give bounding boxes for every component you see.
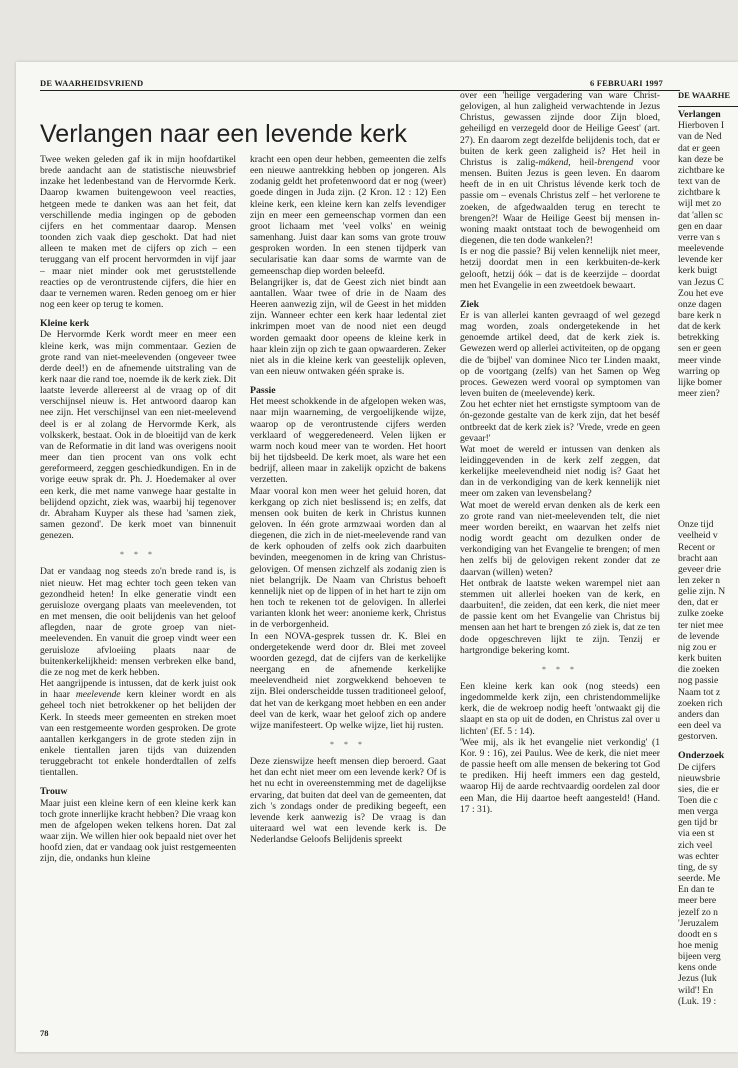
paragraph: Belangrijker is, dat de Geest zich niet bindt aan aantallen. Waar twee of drie in de Naam des Heeren aanwezig zijn, wil de Geest in het midden zijn. Wanneer echter een kerk haar ledental ziet inkrimpen moet van de nood niet een deugd worden gemaakt door opeens de kleine kerk in haar klein zijn op zich te gaan opwaarderen. Zeker niet als in die kleine kerk van geestelijk opleven, van een nieuw ontwaken géén sprake is.	[250, 276, 446, 377]
truncated-line: bijeen verg	[678, 951, 721, 963]
truncated-line: meelevende	[678, 243, 724, 255]
truncated-line: de levende	[678, 630, 720, 642]
paragraph: Maar juist een kleine kern of een kleine kerk kan toch grote innerlijke kracht hebben? Die vraag kon men de afgelopen weken telkens horen. Dat zal waar zijn. We willen hier ook bepaald niet over het hoofd zien, dat er vandaag ook juist restgemeenten zijn, die, ondanks hun kleine	[40, 797, 236, 865]
truncated-line: gen tijd br	[678, 817, 718, 829]
truncated-line: via een st	[678, 828, 715, 840]
truncated-lines	[678, 762, 738, 1007]
truncated-line: die zoeken	[678, 664, 720, 676]
issue-date: 6 FEBRUARI 1997	[590, 78, 663, 88]
truncated-line: meer zien?	[678, 388, 720, 400]
paragraph: In een NOVA-gesprek tussen dr. K. Blei en ondergetekende werd door dr. Blei met zoveel woorden gezegd, dat de cijfers van de kerkelijke neergang en de afnemende kerkelijke meelevendheid niet zorgwekkend behoeven te zijn. Blei onderscheidde tussen traditioneel geloof, dat het van de kerkgang moet hebben en een ander deel van de kerk, waar het geloof zich op andere wijze manifesteert. Op welke wijze, liet hij rusten.	[250, 630, 446, 731]
newspaper-page	[16, 62, 738, 1052]
truncated-line: hoe menig	[678, 940, 719, 951]
section-separator: * * *	[120, 550, 156, 560]
truncated-line: dat de kerk	[678, 321, 721, 333]
article-title: Verlangen naar een levende kerk	[40, 120, 407, 148]
subheading-trouw: Trouw	[40, 786, 68, 798]
subheading-onderzoek: Onderzoek	[678, 750, 725, 762]
truncated-line: gestorven.	[678, 731, 718, 743]
paragraph: Het aangrijpende is intussen, dat de kerk juist ook in haar meelevende kern kleiner wordt en als geheel toch niet betrokkener op het belijden der Kerk. In steeds meer gemeenten en streken moet van een restgemeente worden gesproken. De grote aantallen kerkgangers in de grote steden zijn in enkele tientallen jaren tijds van duizenden teruggebracht tot enkele honderdtallen of zelfs tientallen.	[40, 678, 236, 779]
truncated-line: sen er geen	[678, 343, 722, 355]
section-separator: * * *	[330, 739, 366, 749]
truncated-line: den, dat er	[678, 597, 719, 609]
subheading-kleine-kerk: Kleine kerk	[40, 318, 90, 330]
truncated-line: warring op	[678, 365, 720, 377]
truncated-line: van de Ned	[678, 131, 722, 143]
header-rule	[678, 106, 738, 107]
truncated-line: zichtbare k	[678, 187, 721, 199]
truncated-line: kan deze be	[678, 153, 724, 165]
truncated-line: bracht aan	[678, 552, 718, 564]
truncated-line: onze dagen	[678, 298, 722, 310]
paragraph: Een kleine kerk kan ook (nog steeds) een ingedommelde kerk zijn, een christendommelijke kerk, die de wekroep nodig heeft 'ontwaakt gij die slaapt en sta op uit de doden, en Christus zal over u lichten' (Ef. 5 : 14).	[460, 680, 660, 737]
truncated-line: len zeker n	[678, 575, 721, 586]
subheading-passie: Passie	[250, 385, 276, 397]
truncated-line: van Jezus C	[678, 276, 724, 288]
truncated-line: zoeken rich	[678, 697, 723, 709]
truncated-line: text van de	[678, 176, 721, 188]
truncated-line: meer vinde	[678, 354, 721, 366]
truncated-line: lijke bomer	[678, 376, 722, 388]
truncated-line: doodt en s	[678, 928, 718, 940]
truncated-line: (Luk. 19 :	[678, 995, 717, 1007]
emphasis: brengend	[597, 156, 634, 168]
subheading-verlangen: Verlangen	[678, 109, 721, 121]
paragraph: De Hervormde Kerk wordt meer en meer een kleine kerk, was mijn commentaar. Gezien de grote rand van niet-meelevenden (ongeveer twee derde deel!) en de afnemende uitstraling van de kerk naar die rand toe, noemde ik de kerk ziek. Dit laatste leverde allereerst al de vraag op of dit verschijnsel nieuw is. Het antwoord daarop kan nee zijn. Het verschijnsel van een niet-meelevend deel is er al zolang de Hervormde Kerk, als volkskerk, bestaat. Ook in de bloeitijd van de kerk van de Reformatie in dit land was overigens nooit meer dan tien procent van ons volk echt gereformeerd, zeggen geschiedkundigen. En in de vorige eeuw sprak dr. Ph. J. Hoedemaker al over een kerk, die met name vanwege haar gestalte in belijdend opzicht, ziek was, waarbij hij tegenover dr. Abraham Kuyper als these had 'samen ziek, samen gezond'. De kerk moet van binnenuit genezen.	[40, 329, 236, 542]
column-3	[460, 90, 660, 1020]
truncated-line: Hierboven I	[678, 120, 725, 132]
truncated-lines	[678, 519, 738, 742]
paragraph: 'Wee mij, als ik het evangelie niet verkondig' (1 Kor. 9 : 16), zei Paulus. Wee de kerk, die niet meer de passie heeft om alle mensen de bekering tot God te prediken. Hij heeft immers een dag gesteld, waarop Hij de aarde rechtvaardig oordelen zal door een Man, die Hij daartoe heeft aangesteld! (Hand. 17 : 31).	[460, 736, 660, 815]
paragraph: Wat moet de wereld er intussen van denken als leidinggevenden in de kerk zelf zeggen, dat kerkelijke meelevendheid niet nodig is? Gaat het dan in de verkondiging van de kerk kennelijk niet meer om zaken van levensbelang?	[460, 443, 660, 500]
truncated-line: kens onde	[678, 962, 717, 974]
truncated-line: zulke zoeke	[678, 608, 724, 620]
paragraph: Er is van allerlei kanten gevraagd of wel gezegd mag worden, zoals ondergetekende in het genoemde artikel deed, dat de kerk ziek is. Gewezen werd op allerlei activiteiten, op de opgang die de 'bijbel' van dominee Nico ter Linden maakt, op de voortgang (zelfs) van het Samen op Weg proces. Gewezen werd vooral op symptomen van leven buiten de (meelevende) kerk.	[460, 309, 660, 400]
truncated-line: ter niet mee	[678, 619, 724, 631]
truncated-line: nog passie	[678, 675, 719, 687]
paragraph: Maar vooral kon men weer het geluid horen, dat kerkgang op zich niet beslissend is; en zelfs, dat mensen ook buiten de kerk in Christus kunnen geloven. In één grote armzwaai worden dan al diegenen, die zich in de niet-meelevende rand van de kerk ophouden of zelfs ook zich daarbuiten bevinden, meegenomen in de kring van Christus-gelovigen. Of mensen zichzelf als zodanig zien is niet belangrijk. De Naam van Christus behoeft kennelijk niet op de lippen of in het hart te zijn om hen toch te rekenen tot de gelovigen. In allerlei varianten klonk het weer: anonieme kerk, Christus in de verborgenheid.	[250, 485, 446, 631]
truncated-line: Zou het eve	[678, 287, 724, 299]
publication-header: DE WAARHEIDSVRIEND	[40, 78, 144, 88]
truncated-line: zichtbare ke	[678, 164, 725, 176]
truncated-line: gelie zijn. N	[678, 586, 726, 598]
truncated-line: Onze tijd	[678, 519, 714, 531]
truncated-line: seerde. Me	[678, 873, 721, 885]
paragraph: Wat moet de wereld ervan denken als de kerk een zo grote rand van niet-meelevenden telt, die niet meer worden bereikt, en waarvan het zelfs niet nodig wordt geacht om dezulken onder de verkondiging van het Evangelie te brengen; of men hen zelfs bij de gelovigen rekent zonder dat ze daarvan (willen) weten?	[460, 499, 660, 578]
page-number: 78	[40, 1028, 49, 1038]
paragraph: Deze zienswijze heeft mensen diep beroerd. Gaat het dan echt niet meer om een levende kerk? Of is het nu echt in overeenstemming met de dagelijkse ervaring, dat buiten dat deel van de gemeenten, dat zich 's zondags onder de prediking begeeft, een levende kerk aanwezig is? De vraag is dan uiteraard wel wat een levende kerk is. De Nederlandse Geloofs Belijdenis spreekt	[250, 756, 446, 846]
column-2	[250, 154, 446, 1024]
truncated-line: bare kerk n	[678, 309, 722, 321]
next-page-header: DE WAARHE	[678, 90, 731, 100]
paragraph: Zou het echter niet het ernstigste symptoom van de ón-gezonde gestalte van de kerk zijn, dat het beséf ontbreekt dat de kerk ziek is? 'Vrede, vrede en geen gevaar!'	[460, 399, 660, 444]
truncated-line: sies, die er	[678, 783, 719, 795]
truncated-line: ting, de sy	[678, 861, 718, 873]
truncated-line: was echter	[678, 850, 719, 862]
truncated-line: zich veel	[678, 839, 713, 851]
truncated-line: Jezus (luk	[678, 973, 717, 985]
truncated-line: Naam tot z	[678, 686, 721, 698]
truncated-line: 'Jeruzalem	[678, 917, 719, 929]
truncated-line: nieuwsbrie	[678, 772, 721, 784]
intro-paragraph: Twee weken geleden gaf ik in mijn hoofdartikel brede aandacht aan de statistische nieuwsbrief inzake het ledenbestand van de Hervormde Kerk. Daarop kwamen buitengewoon veel reacties, hetgeen mede te danken was aan het feit, dat verschillende media ingingen op de geboden cijfers en het commentaar daarop. Mensen toonden zich vaak diep geschokt. Dat had niet alleen te maken met de cijfers op zich – een teruggang van elf procent hervormden in vijf jaar – maar niet minder ook met geruststellende reacties op de verontrustende cijfers, die hier en daar te vernemen waren. Reden genoeg om er hier nog een keer op terug te komen.	[40, 154, 236, 311]
paragraph: Het meest schokkende in de afgelopen weken was, naar mijn waarneming, de vergoelijkende wijze, waarop op de verontrustende cijfers werden verklaard of weggeredeneerd. Velen lijken er warm noch koud meer van te worden. Het hoort bij het tijdsbeeld. De kerk moet, als ware het een bedrijf, alleen maar in zakelijk opzicht de bakens verzetten.	[250, 396, 446, 486]
truncated-line: De cijfers	[678, 761, 716, 773]
truncated-line: levende ker	[678, 254, 723, 266]
truncated-line: geveer drie	[678, 563, 721, 575]
truncated-line: dat er geen	[678, 142, 721, 154]
truncated-line: kerk buigt	[678, 265, 718, 277]
truncated-line: En dan te	[678, 884, 715, 896]
paragraph: kracht een open deur hebben, gemeenten die zelfs een nieuwe aantrekking hebben op jongeren. Als zodanig geldt het profetenwoord dat er nog (weer) goede dingen in Juda zijn. (2 Kron. 12 : 12) Een kleine kerk, een kleine kern kan zelfs levendiger zijn en meer een gemeenschap vormen dan een groot lichaam met 'veel volks' en weinig samenhang. Juist daar kan soms van grote trouw gesproken worden. In een stenen tijdperk van secularisatie kan daar soms de warmte van de gemeenschap diep worden beleefd.	[250, 154, 446, 277]
section-separator: * * *	[542, 664, 578, 674]
paragraph: over een 'heilige vergadering van ware Christ-gelovigen, al hun zaligheid verwachtende in Jezus Christus, gewassen zijnde door Zijn bloed, geheiligd en verzegeld door de Heilige Geest' (art. 27). En daarom zegt dezelfde belijdenis toch, dat er buiten de kerk geen zaligheid is? Het heil in Christus is zalig-mákend, heil-brengend voor mensen. Buiten Jezus is geen leven. En daarom heeft de in en uit Christus lévende kerk toch de passie om – evenals Christus zelf – het verlorene te zoeken, de afgedwaalden terug en terecht te brengen?! Waar de Heilige Geest bij mensen in-woning maakt ontstaat toch de bewogenheid om diegenen, die ten dode wankelen?!	[460, 90, 660, 247]
truncated-lines	[678, 120, 738, 399]
truncated-line: Recent or	[678, 541, 716, 553]
truncated-line: jezelf zo n	[678, 906, 718, 918]
truncated-line: Toen die c	[678, 794, 718, 806]
paragraph: Is er nog die passie? Bij velen kennelijk niet meer, hetzij doordat men in een kerkbuiten-de-kerk gelooft, hetzij óók – dat is de keerzijde – doordat men het Evangelie in een zweetdoek bewaart.	[460, 246, 660, 291]
truncated-line: anders dan	[678, 708, 720, 720]
emphasis: meelevende	[75, 689, 121, 701]
truncated-line: men verga	[678, 806, 719, 818]
truncated-line: gen en daar	[678, 220, 723, 232]
subheading-ziek: Ziek	[460, 298, 480, 310]
spacer	[678, 399, 738, 519]
paragraph: Het ontbrak de laatste weken warempel niet aan stemmen uit allerlei hoeken van de kerk, en daarbuiten!, die zeiden, dat een kerk, die niet meer de passie kent om het Evangelie van Christus bij mensen aan het hart te brengen zó ziek is, dat ze ten dode opgeschreven lijkt te zijn. Tenzij er hartgrondige bekering komt.	[460, 577, 660, 656]
truncated-line: dat 'allen sc	[678, 209, 723, 221]
truncated-line: betrekking	[678, 332, 720, 344]
column-1	[40, 154, 236, 1024]
truncated-line: wijl met zo	[678, 198, 722, 210]
truncated-line: een deel va	[678, 720, 722, 732]
paragraph: Dat er vandaag nog steeds zo'n brede rand is, is niet nieuw. Het mag echter toch geen teken van gezondheid heten! In elke generatie vindt een geruisloze overgang plaats van meelevenden, tot en met mensen, die ooit belijdenis van het geloof aflegden, naar de grote groep van niet-meelevenden. En vanuit die groep vindt weer een geruisloze afvloeiing plaats naar de buitenkerkelijkheid: mensen verbreken elke band, die ze nog met de kerk hebben.	[40, 566, 236, 678]
emphasis: mákend	[538, 156, 569, 168]
truncated-line: nig zou er	[678, 641, 717, 653]
truncated-line: wild'! En	[678, 984, 714, 996]
truncated-line: kerk buiten	[678, 653, 722, 665]
truncated-line: meer bere	[678, 895, 717, 907]
next-page-strip	[678, 90, 738, 1020]
truncated-line: veelheid v	[678, 530, 718, 542]
truncated-line: verre van s	[678, 231, 721, 243]
